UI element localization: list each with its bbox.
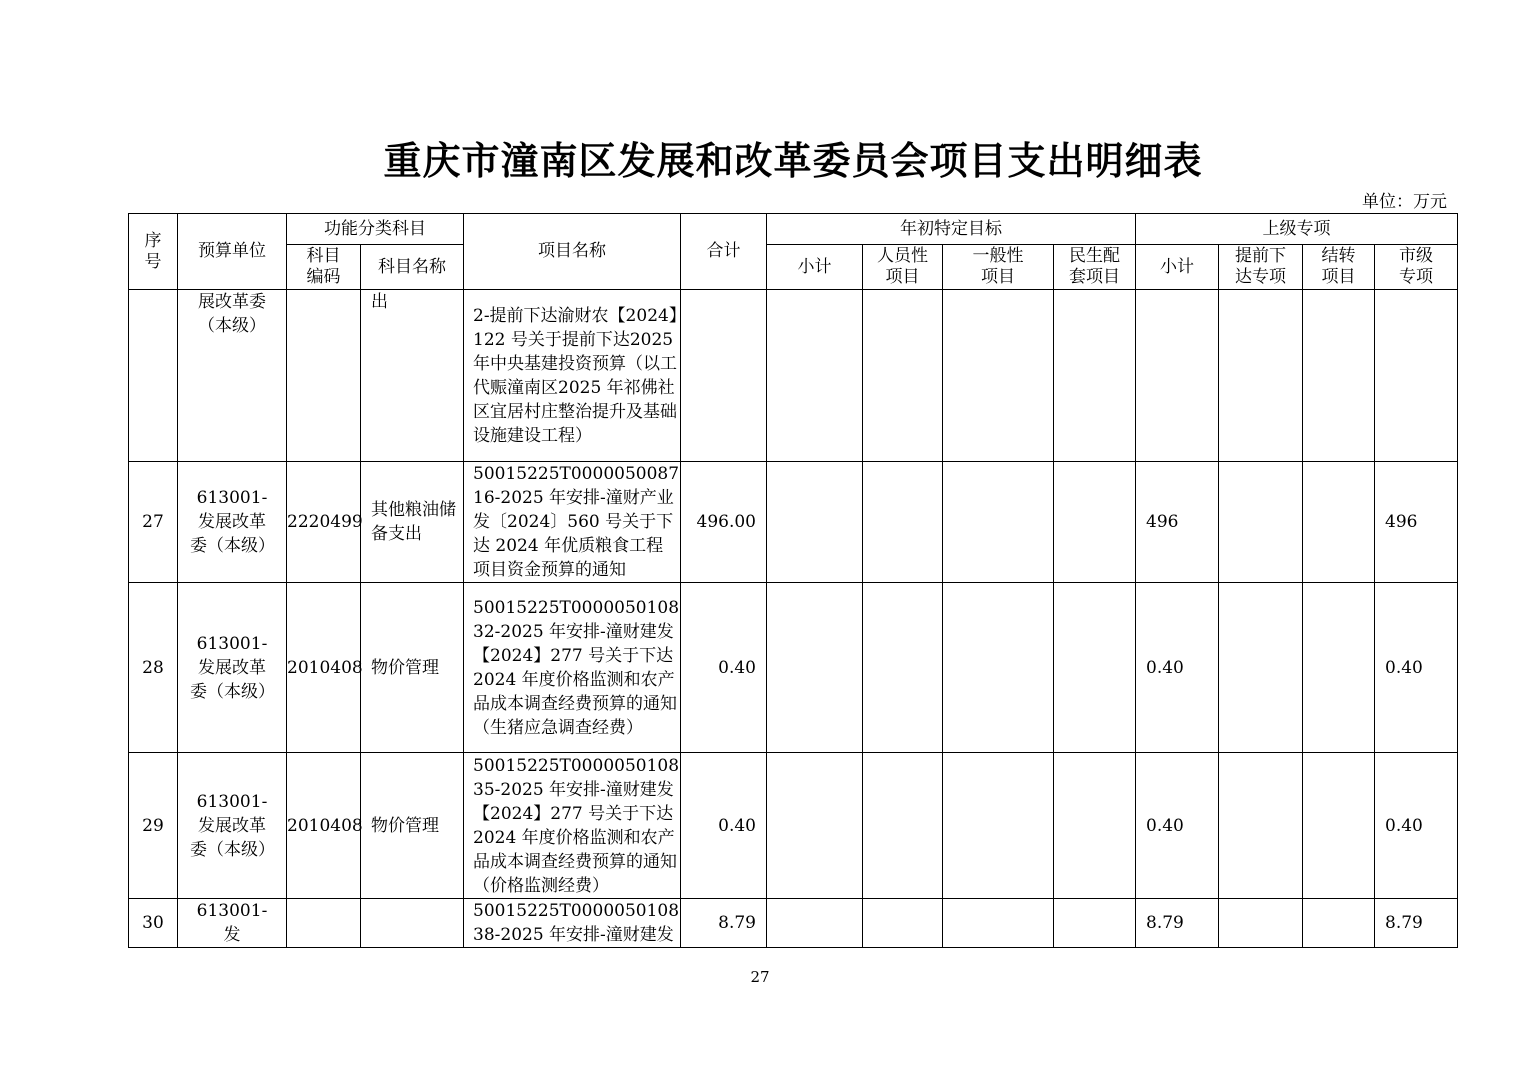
header-code: 科目编码 [287,245,361,290]
cell-upper-carryover [1303,583,1375,753]
header-func-group: 功能分类科目 [287,214,464,245]
cell-total [681,290,767,462]
cell-upper-carryover [1303,753,1375,899]
page-number: 27 [750,968,770,986]
cell-target-personnel [863,290,943,462]
cell-target-personnel [863,899,943,948]
table-row [129,583,1458,753]
cell-seq [129,290,178,462]
cell-upper-subtotal [1136,290,1219,462]
cell-target-subtotal [767,290,863,462]
header-target-personnel: 人员性项目 [863,245,943,290]
cell-subject: 其他粮油储备支出 [361,462,464,583]
cell-code: 2010408 [287,753,361,899]
cell-upper-subtotal: 0.40 [1136,753,1219,899]
cell-upper-carryover [1303,290,1375,462]
cell-target-general [943,899,1054,948]
unit-label: 单位：万元 [1362,192,1447,212]
cell-upper-city: 0.40 [1375,583,1458,753]
cell-code: 2010408 [287,583,361,753]
header-upper-subtotal: 小计 [1136,245,1219,290]
cell-target-personnel [863,583,943,753]
cell-subject: 物价管理 [361,753,464,899]
header-upper-advance: 提前下达专项 [1219,245,1303,290]
cell-upper-city: 0.40 [1375,753,1458,899]
cell-project: 50015225T000005010832-2025 年安排-潼财建发【2024】277 号关于下达2024 年度价格监测和农产品成本调查经费预算的通知（生猪应急调查经费） [464,583,681,753]
cell-upper-advance [1219,290,1303,462]
cell-seq: 30 [129,899,178,948]
cell-target-general [943,753,1054,899]
cell-unit-name: 展改革委（本级） [178,290,287,462]
cell-code: 2220499 [287,462,361,583]
header-upper-group: 上级专项 [1136,214,1458,245]
cell-seq: 29 [129,753,178,899]
cell-unit-name: 613001-发展改革委（本级） [178,753,287,899]
table-row [129,462,1458,583]
cell-code [287,290,361,462]
cell-total: 0.40 [681,753,767,899]
cell-upper-advance [1219,583,1303,753]
cell-project: 50015225T000005008716-2025 年安排-潼财产业发〔2024〕560 号关于下达 2024 年优质粮食工程项目资金预算的通知 [464,462,681,583]
header-target-group: 年初特定目标 [767,214,1136,245]
cell-upper-advance [1219,753,1303,899]
cell-target-subtotal [767,753,863,899]
cell-target-livelihood [1054,583,1136,753]
cell-target-personnel [863,753,943,899]
header-upper-city: 市级专项 [1375,245,1458,290]
cell-total: 0.40 [681,583,767,753]
cell-total: 496.00 [681,462,767,583]
cell-target-general [943,583,1054,753]
cell-upper-advance [1219,462,1303,583]
cell-project: 2-提前下达渝财农【2024】122 号关于提前下达2025 年中央基建投资预算（以工代赈潼南区2025 年祁佛社区宜居村庄整治提升及基础设施建设工程） [464,290,681,462]
cell-target-livelihood [1054,753,1136,899]
cell-target-livelihood [1054,899,1136,948]
cell-unit-name: 613001-发 [178,899,287,948]
header-upper-carryover: 结转项目 [1303,245,1375,290]
cell-subject [361,899,464,948]
cell-target-subtotal [767,583,863,753]
cell-upper-subtotal: 0.40 [1136,583,1219,753]
cell-target-livelihood [1054,462,1136,583]
cell-target-subtotal [767,462,863,583]
page-title: 重庆市潼南区发展和改革委员会项目支出明细表 [383,138,1203,183]
cell-unit-name: 613001-发展改革委（本级） [178,583,287,753]
cell-project: 50015225T000005010838-2025 年安排-潼财建发 [464,899,681,948]
cell-upper-subtotal: 496 [1136,462,1219,583]
project-expense-table [128,213,1458,948]
cell-upper-city: 8.79 [1375,899,1458,948]
cell-upper-carryover [1303,899,1375,948]
header-target-general: 一般性项目 [943,245,1054,290]
cell-target-general [943,290,1054,462]
cell-seq: 28 [129,583,178,753]
header-subject: 科目名称 [361,245,464,290]
cell-target-subtotal [767,899,863,948]
header-target-livelihood: 民生配套项目 [1054,245,1136,290]
cell-upper-carryover [1303,462,1375,583]
table-row [129,753,1458,899]
cell-seq: 27 [129,462,178,583]
header-unit-name: 预算单位 [178,214,287,290]
header-target-subtotal: 小计 [767,245,863,290]
header-seq: 序号 [129,214,178,290]
cell-target-personnel [863,462,943,583]
header-total: 合计 [681,214,767,290]
cell-subject: 物价管理 [361,583,464,753]
cell-target-livelihood [1054,290,1136,462]
cell-upper-advance [1219,899,1303,948]
table-row [129,899,1458,948]
cell-code [287,899,361,948]
table-row [129,290,1458,462]
cell-project: 50015225T000005010835-2025 年安排-潼财建发【2024】277 号关于下达2024 年度价格监测和农产品成本调查经费预算的通知（价格监测经费） [464,753,681,899]
cell-total: 8.79 [681,899,767,948]
cell-target-general [943,462,1054,583]
cell-upper-city [1375,290,1458,462]
cell-upper-city: 496 [1375,462,1458,583]
cell-subject: 出 [361,290,464,462]
cell-upper-subtotal: 8.79 [1136,899,1219,948]
header-project: 项目名称 [464,214,681,290]
cell-unit-name: 613001-发展改革委（本级） [178,462,287,583]
